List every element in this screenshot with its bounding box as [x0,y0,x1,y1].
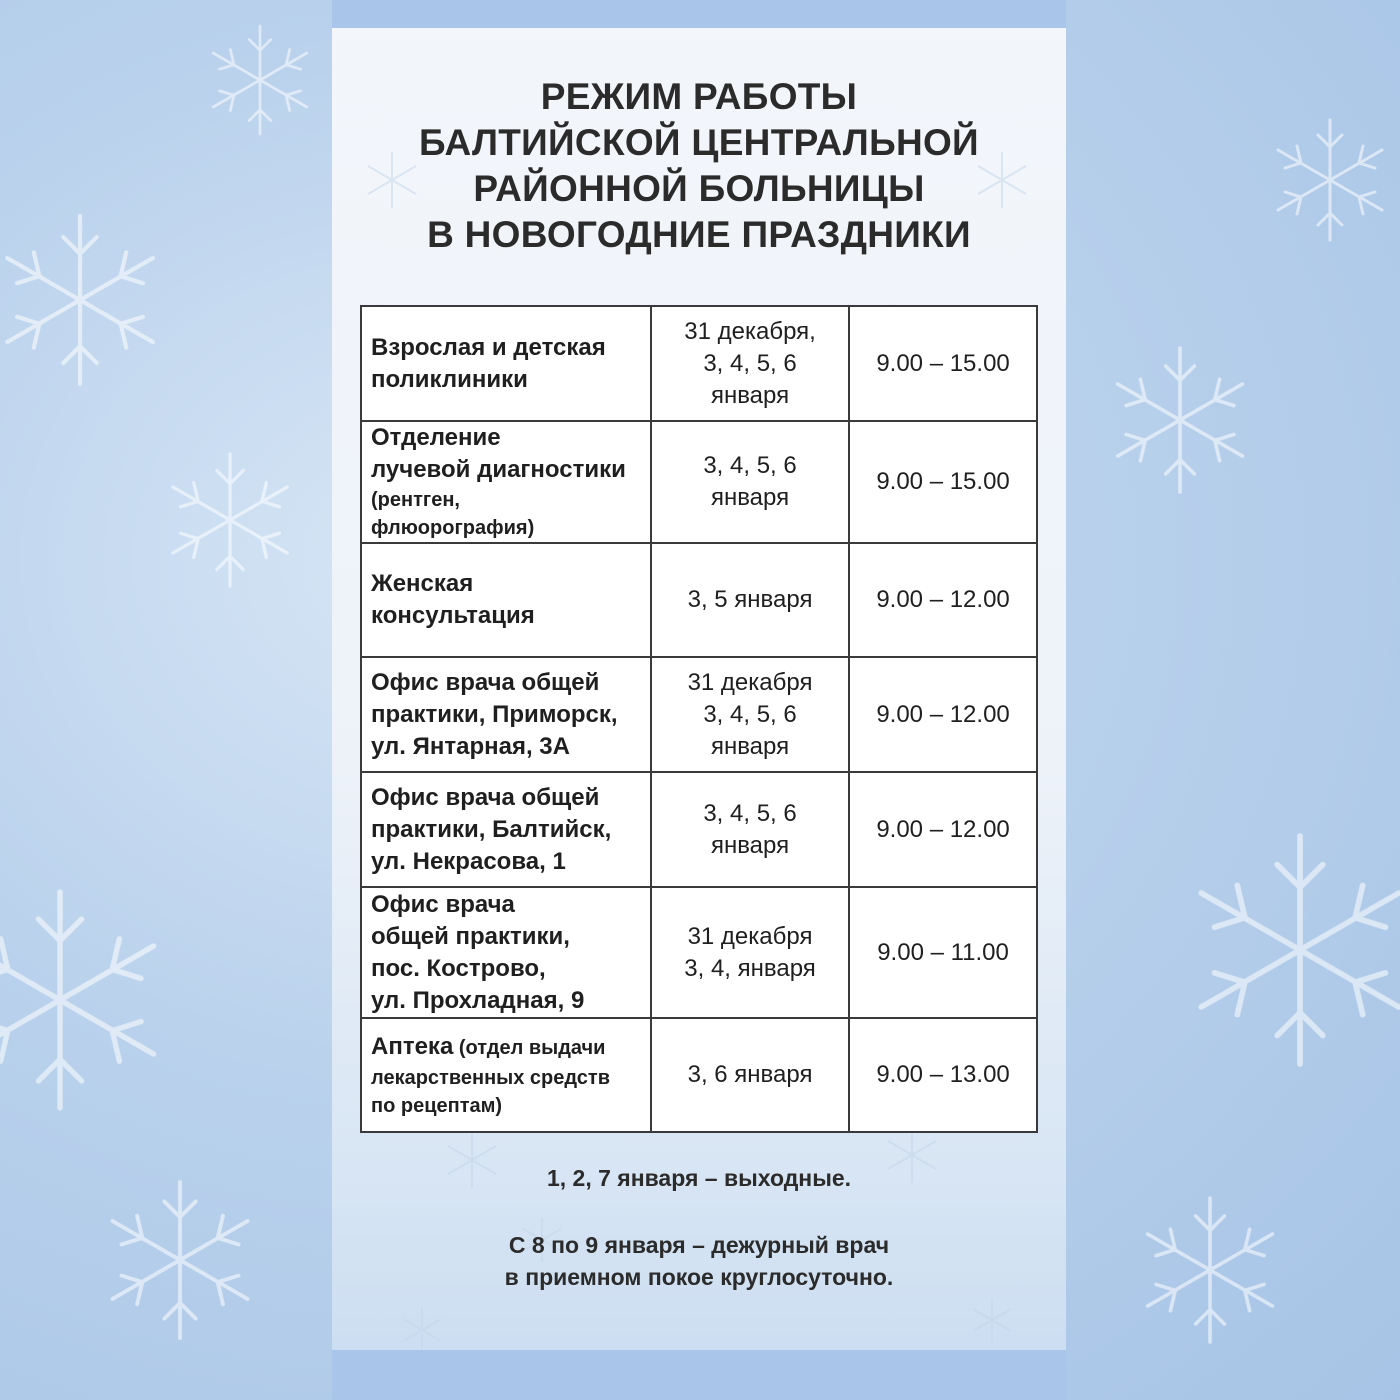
page-title [332,74,1066,258]
duty-note-line: С 8 по 9 января – дежурный врач [508,1232,890,1258]
title-line: РАЙОННОЙ БОЛЬНИЦЫ [473,168,925,209]
table-row [361,657,1037,772]
dates-cell [651,657,849,772]
department-name: практики, Балтийск, [371,815,612,843]
department-name: Женская [371,570,474,597]
hours-cell: 9.00 – 12.00 [849,772,1037,887]
dates-text: января [710,381,790,409]
department-cell [361,543,651,657]
dates-text: 3, 4, 5, 6 [703,700,797,728]
dates-text: 3, 6 января [687,1061,813,1088]
dates-cell [651,421,849,543]
department-name: практики, Приморск, [371,700,618,728]
table-row [361,543,1037,657]
schedule-panel [332,0,1066,1400]
table-row [361,306,1037,421]
department-name: ул. Прохладная, 9 [371,986,585,1014]
duty-note-line: в приемном покое круглосуточно. [504,1264,894,1290]
department-name: поликлиники [371,365,528,393]
dates-text: 3, 4, 5, 6 [703,349,797,377]
department-note: лекарственных средств [371,1066,611,1089]
hours-cell: 9.00 – 11.00 [849,887,1037,1018]
department-name: Отделение [371,424,501,451]
department-name: Офис врача общей [371,668,600,696]
table-row [361,772,1037,887]
department-note: (рентген, [371,489,460,511]
department-name: Аптека [371,1032,454,1060]
department-cell [361,421,651,543]
dates-text: 3, 4, января [684,954,816,982]
hours-cell: 9.00 – 15.00 [849,306,1037,421]
department-name: общей практики, [371,922,570,950]
department-cell [361,887,651,1018]
table-row [361,887,1037,1018]
department-cell [361,1018,651,1132]
department-note: (отдел выдачи [453,1036,606,1059]
department-name: Офис врача [371,890,515,918]
dates-cell [651,1018,849,1132]
dates-text: января [710,831,790,859]
department-name: консультация [371,602,535,629]
schedule-table [360,305,1038,1133]
dates-text: января [710,484,790,511]
dates-text: 31 декабря, [684,317,816,345]
title-line: РЕЖИМ РАБОТЫ [540,76,858,117]
department-cell [361,306,651,421]
department-cell [361,657,651,772]
department-name: ул. Некрасова, 1 [371,847,566,875]
department-name: пос. Кострово, [371,954,546,982]
table-row [361,1018,1037,1132]
dates-cell [651,306,849,421]
panel-bottom-band [332,1350,1066,1400]
dates-cell [651,772,849,887]
department-name: Взрослая и детская [371,333,606,361]
table-row [361,421,1037,543]
dates-text: 3, 5 января [687,586,813,613]
dates-text: 31 декабря [687,668,813,696]
department-note: флюорография) [371,517,535,539]
dates-cell [651,543,849,657]
department-note: по рецептам) [371,1094,503,1117]
title-line: В НОВОГОДНИЕ ПРАЗДНИКИ [427,214,971,255]
duty-note [332,1229,1066,1293]
dates-text: 3, 4, 5, 6 [703,799,797,827]
hours-cell: 9.00 – 12.00 [849,543,1037,657]
department-name: лучевой диагностики [371,456,626,483]
dates-text: 31 декабря [687,922,813,950]
hours-cell: 9.00 – 15.00 [849,421,1037,543]
dates-cell [651,887,849,1018]
dates-text: января [710,732,790,760]
dates-text: 3, 4, 5, 6 [703,452,797,479]
department-name: Офис врача общей [371,783,600,811]
department-cell [361,772,651,887]
title-line: БАЛТИЙСКОЙ ЦЕНТРАЛЬНОЙ [419,122,979,163]
hours-cell: 9.00 – 12.00 [849,657,1037,772]
department-name: ул. Янтарная, 3А [371,732,570,760]
hours-cell: 9.00 – 13.00 [849,1018,1037,1132]
holidays-note: 1, 2, 7 января – выходные. [546,1165,852,1191]
